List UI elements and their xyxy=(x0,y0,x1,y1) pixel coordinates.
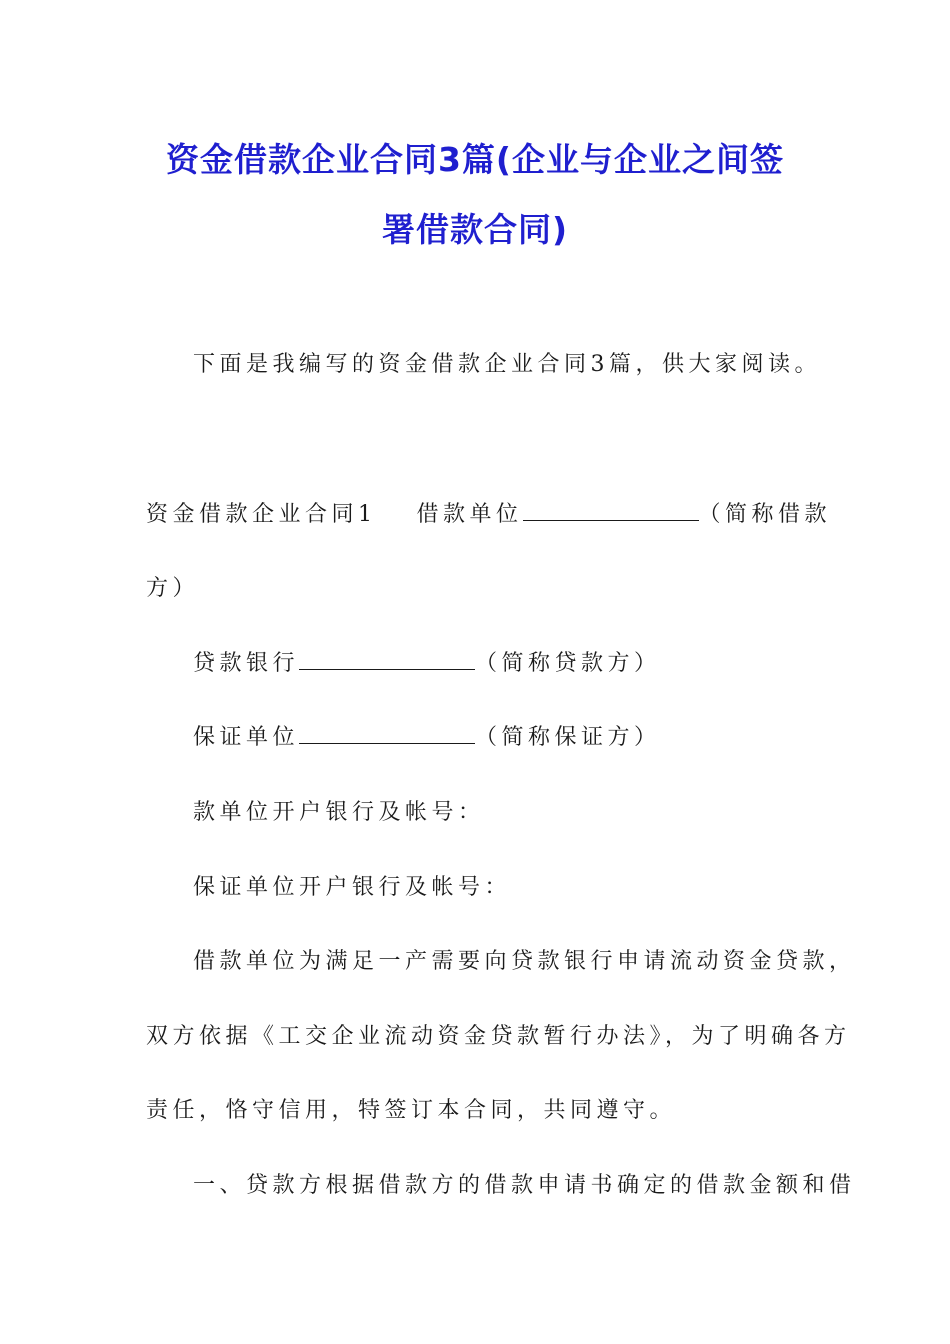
guarantor-label: 保证单位 xyxy=(193,725,300,750)
borrower-label: 借款单位 xyxy=(416,502,523,527)
guarantor-account-line: 保证单位开户银行及帐号： xyxy=(193,875,512,900)
lender-blank-line xyxy=(299,649,475,670)
paragraph-1-line-3: 责任，恪守信用，特签订本合同，共同遵守。 xyxy=(146,1098,677,1123)
paragraph-1-line-1: 借款单位为满足一产需要向贷款银行申请流动资金贷款， xyxy=(193,949,856,974)
paragraph-1-line-2: 双方依据《工交企业流动资金贷款暂行办法》，为了明确各方 xyxy=(146,1024,851,1049)
intro-paragraph: 下面是我编写的资金借款企业合同3篇，供大家阅读。 xyxy=(193,352,821,377)
lender-label: 贷款银行 xyxy=(193,651,300,676)
guarantor-blank-line xyxy=(299,723,475,744)
borrower-account-line: 款单位开户银行及帐号： xyxy=(193,800,485,825)
borrower-note-continued: 方） xyxy=(146,576,200,601)
guarantor-line xyxy=(193,720,661,751)
lender-note: （简称贷款方） xyxy=(475,651,661,676)
document-title-line-1: 资金借款企业合同3篇(企业与企业之间签 xyxy=(165,140,785,179)
contract-1-heading: 资金借款企业合同1 xyxy=(146,502,377,527)
clause-1-line-1: 一、贷款方根据借款方的借款申请书确定的借款金额和借 xyxy=(193,1173,856,1198)
guarantor-note: （简称保证方） xyxy=(475,725,661,750)
borrower-blank-line xyxy=(523,500,699,521)
contract-1-header-line xyxy=(146,497,831,528)
document-title-line-2: 署借款合同) xyxy=(381,210,569,249)
lender-line xyxy=(193,646,661,677)
borrower-note: （简称借款 xyxy=(698,502,832,527)
